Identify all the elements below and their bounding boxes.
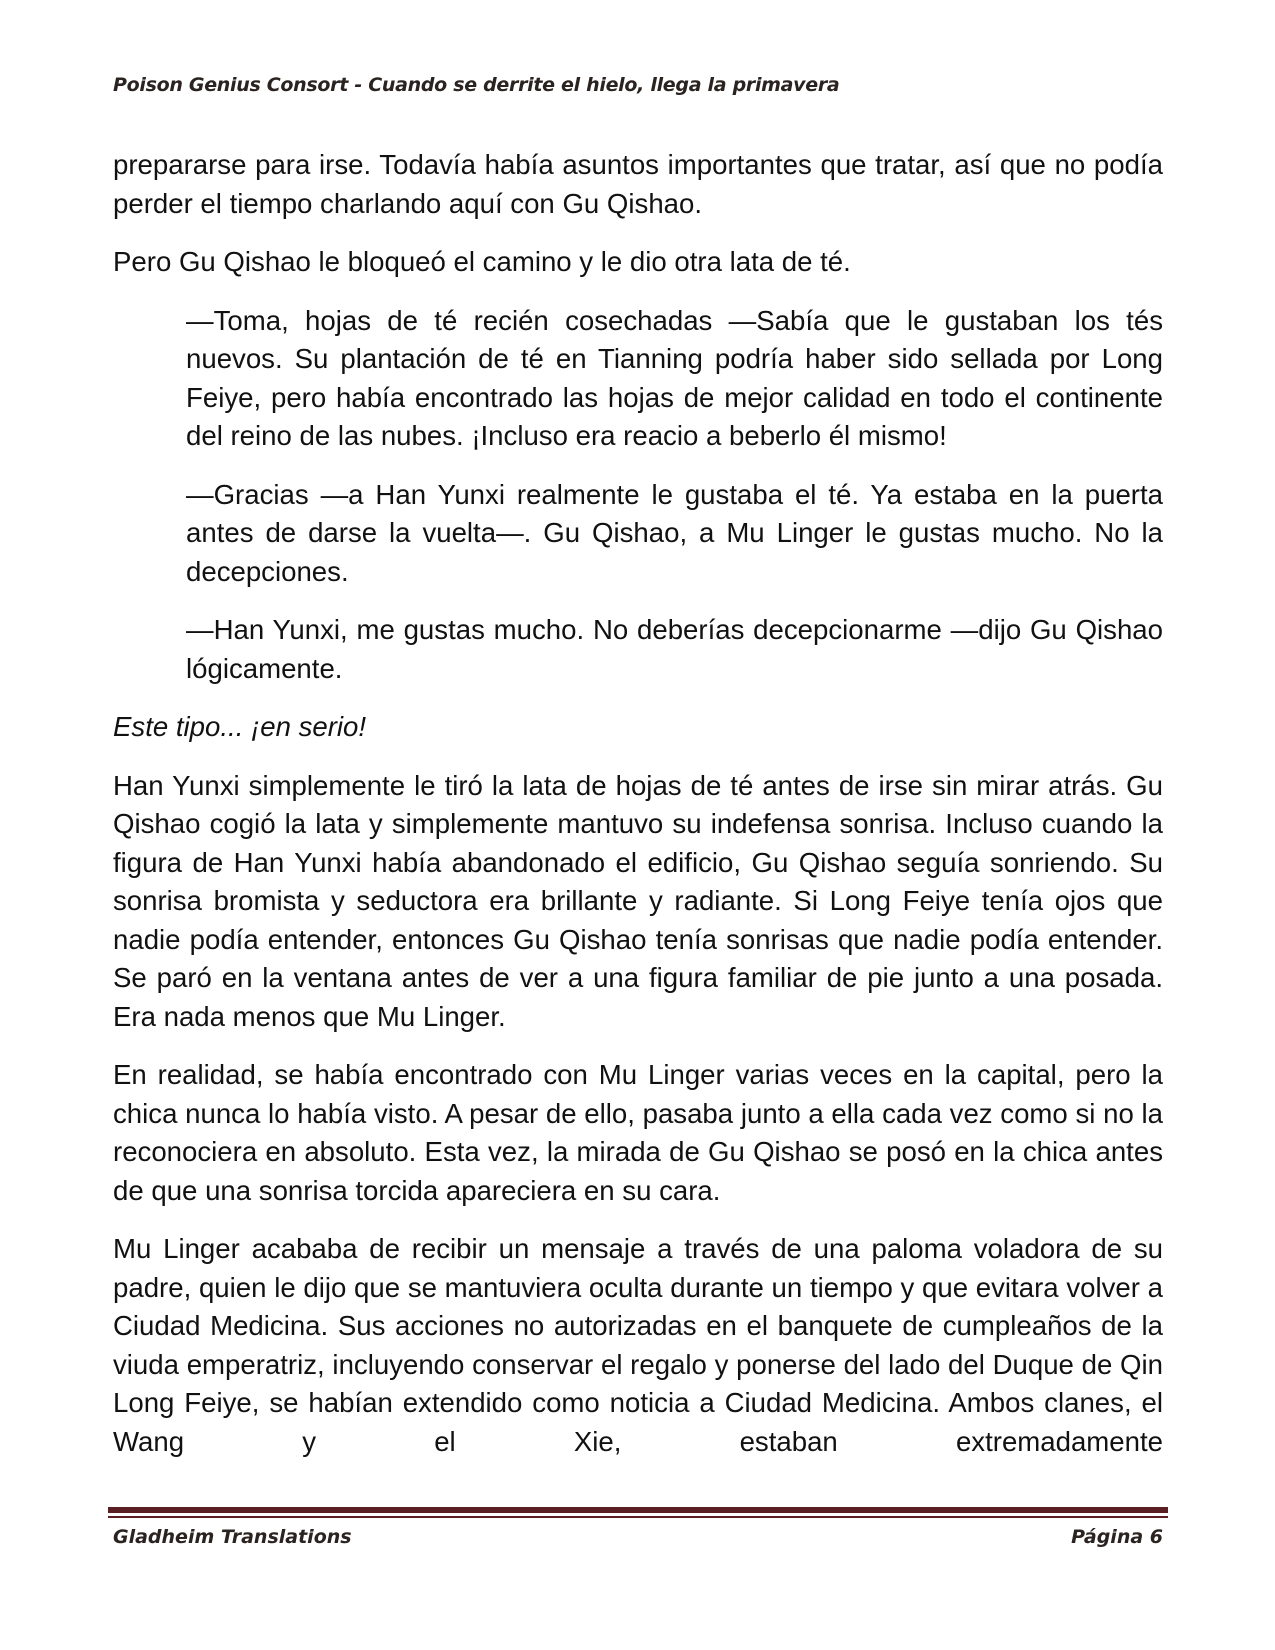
footer-divider-thin — [108, 1516, 1168, 1518]
page-header: Poison Genius Consort - Cuando se derrite el hielo, llega la primavera — [113, 74, 840, 96]
paragraph: En realidad, se había encontrado con Mu Linger varias veces en la capital, pero la chica nunca lo había visto. A pesar de ello, pasaba junto a ella cada vez como si no la reconociera en absoluto. Esta vez, la mirada de Gu Qishao se posó en la chica antes de que una sonrisa torcida apareciera en su cara. — [113, 1059, 1163, 1206]
page-number: Página 6 — [1071, 1526, 1163, 1548]
paragraph: Mu Linger acababa de recibir un mensaje a través de una paloma voladora de su padre, quien le dijo que se mantuviera oculta durante un tiempo y que evitara volver a Ciudad Medicina. Sus acciones no autorizadas en el banquete de cumpleaños de la viuda emperatriz, incluyendo conservar el regalo y ponerse del lado del Duque de Qin Long Feiye, se habían extendido como noticia a Ciudad Medicina. Ambos clanes, el Wang y el Xie, estaban extremadamente — [113, 1233, 1163, 1457]
dialogue-paragraph: —Toma, hojas de té recién cosechadas —Sabía que le gustaban los tés nuevos. Su plantación de té en Tianning podría haber sido sellada por Long Feiye, pero había encontrado las hojas de mejor calidad en todo el continente del reino de las nubes. ¡Incluso era reacio a beberlo él mismo! — [186, 304, 1163, 451]
paragraph: prepararse para irse. Todavía había asuntos importantes que tratar, así que no podía perder el tiempo charlando aquí con Gu Qishao. — [113, 149, 1163, 219]
dialogue-paragraph: —Gracias —a Han Yunxi realmente le gustaba el té. Ya estaba en la puerta antes de darse la vuelta—. Gu Qishao, a Mu Linger le gustas mucho. No la decepciones. — [186, 478, 1163, 587]
dialogue-paragraph: —Han Yunxi, me gustas mucho. No deberías decepcionarme —dijo Gu Qishao lógicamente. — [186, 614, 1163, 684]
body-text — [113, 146, 1163, 1461]
footer-divider — [108, 1507, 1168, 1513]
italic-thought: Este tipo... ¡en serio! — [113, 711, 367, 742]
paragraph: Han Yunxi simplemente le tiró la lata de hojas de té antes de irse sin mirar atrás. Gu Qishao cogió la lata y simplemente mantuvo su indefensa sonrisa. Incluso cuando la figura de Han Yunxi había abandonado el edificio, Gu Qishao seguía sonriendo. Su sonrisa bromista y seductora era brillante y radiante. Si Long Feiye tenía ojos que nadie podía entender, entonces Gu Qishao tenía sonrisas que nadie podía entender. Se paró en la ventana antes de ver a una figura familiar de pie junto a una posada. Era nada menos que Mu Linger. — [113, 769, 1163, 1032]
paragraph: Pero Gu Qishao le bloqueó el camino y le dio otra lata de té. — [113, 246, 851, 277]
footer-publisher: Gladheim Translations — [113, 1526, 352, 1548]
